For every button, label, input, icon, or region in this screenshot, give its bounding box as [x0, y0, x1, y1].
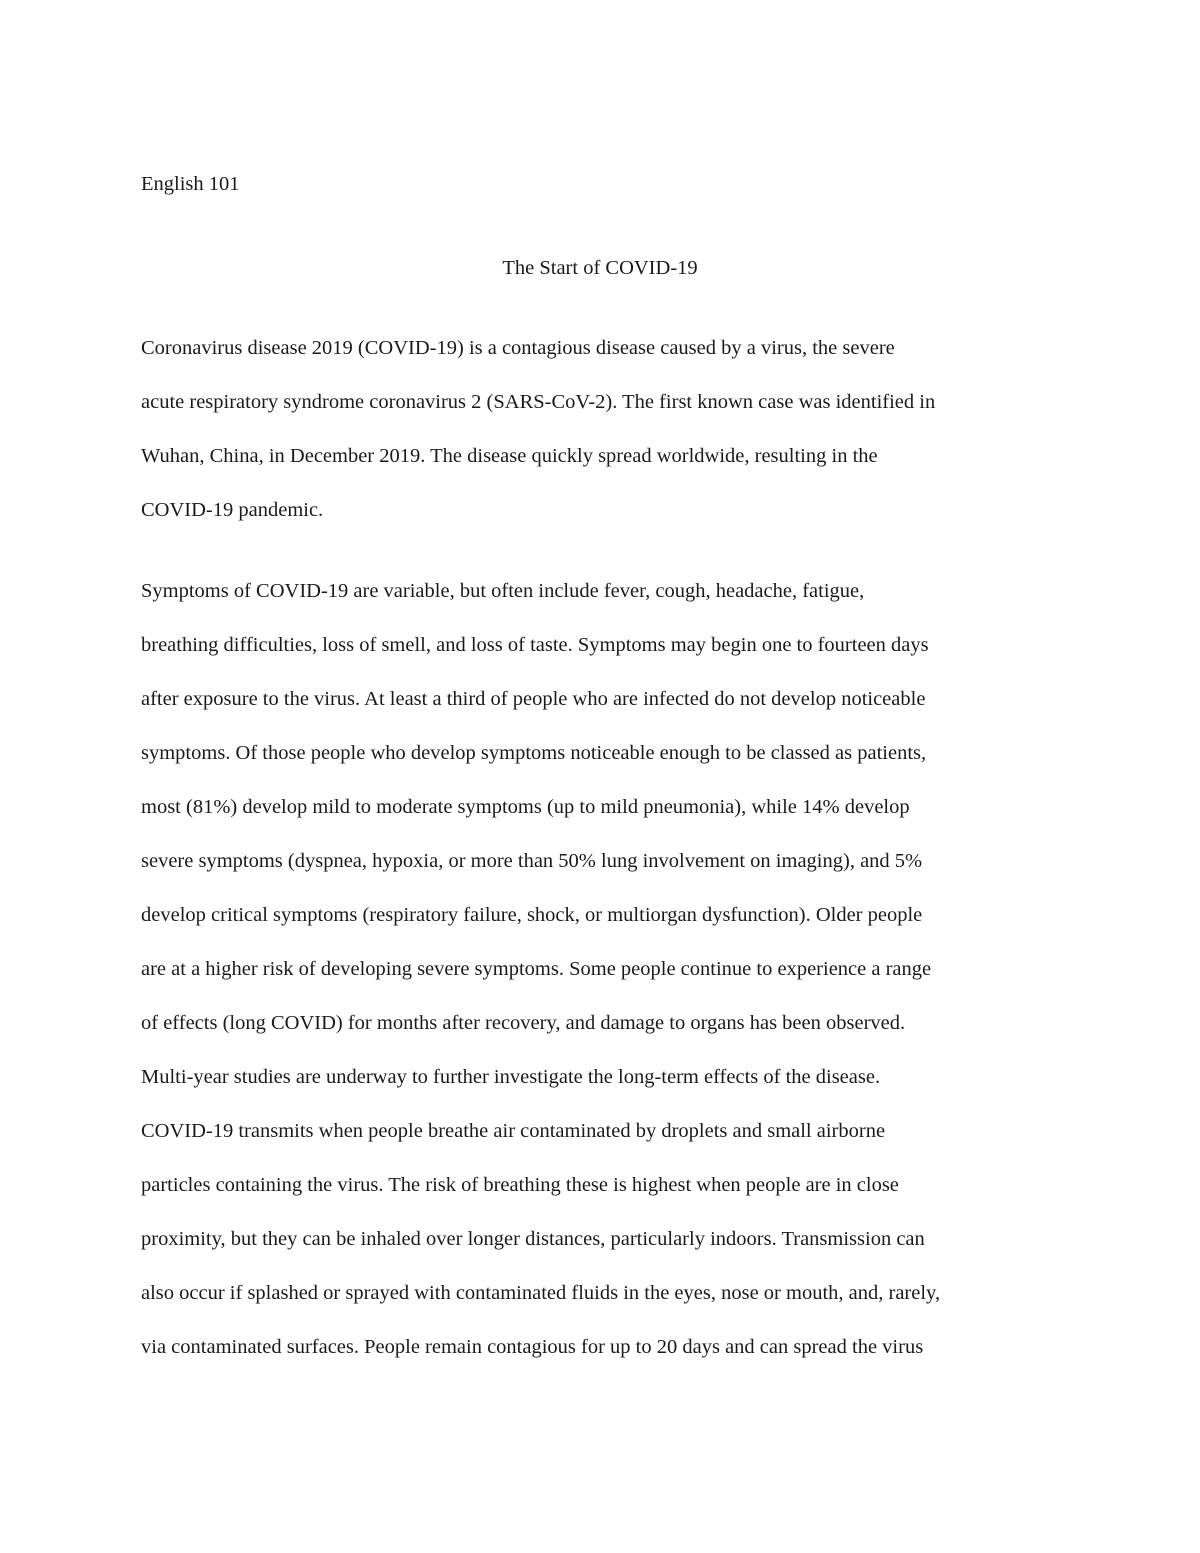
text-line: also occur if splashed or sprayed with contaminated fluids in the eyes, nose or mouth, and, rarely, — [141, 1282, 941, 1304]
text-line: breathing difficulties, loss of smell, and loss of taste. Symptoms may begin one to fourteen days — [141, 634, 929, 656]
course-heading: English 101 — [141, 173, 240, 195]
text-line: COVID-19 pandemic. — [141, 499, 324, 521]
text-line: acute respiratory syndrome coronavirus 2 (SARS-CoV-2). The first known case was identified in — [141, 391, 936, 413]
text-line: are at a higher risk of developing severe symptoms. Some people continue to experience a range — [141, 958, 932, 980]
text-line: most (81%) develop mild to moderate symptoms (up to mild pneumonia), while 14% develop — [141, 796, 910, 818]
text-line: COVID-19 transmits when people breathe air contaminated by droplets and small airborne — [141, 1120, 886, 1142]
text-line: severe symptoms (dyspnea, hypoxia, or more than 50% lung involvement on imaging), and 5% — [141, 850, 923, 872]
document-title: The Start of COVID-19 — [502, 257, 698, 279]
text-line: Symptoms of COVID-19 are variable, but often include fever, cough, headache, fatigue, — [141, 580, 865, 602]
text-line: proximity, but they can be inhaled over longer distances, particularly indoors. Transmission can — [141, 1228, 925, 1250]
text-line: Wuhan, China, in December 2019. The disease quickly spread worldwide, resulting in the — [141, 445, 878, 467]
text-line: Multi-year studies are underway to further investigate the long-term effects of the disease. — [141, 1066, 881, 1088]
text-line: via contaminated surfaces. People remain contagious for up to 20 days and can spread the virus — [141, 1336, 924, 1358]
text-line: symptoms. Of those people who develop symptoms noticeable enough to be classed as patients, — [141, 742, 927, 764]
text-line: Coronavirus disease 2019 (COVID-19) is a contagious disease caused by a virus, the severe — [141, 337, 895, 359]
text-line: of effects (long COVID) for months after recovery, and damage to organs has been observed. — [141, 1012, 906, 1034]
text-line: after exposure to the virus. At least a third of people who are infected do not develop noticeable — [141, 688, 926, 710]
text-line: develop critical symptoms (respiratory failure, shock, or multiorgan dysfunction). Older people — [141, 904, 923, 926]
text-line: particles containing the virus. The risk of breathing these is highest when people are in close — [141, 1174, 899, 1196]
